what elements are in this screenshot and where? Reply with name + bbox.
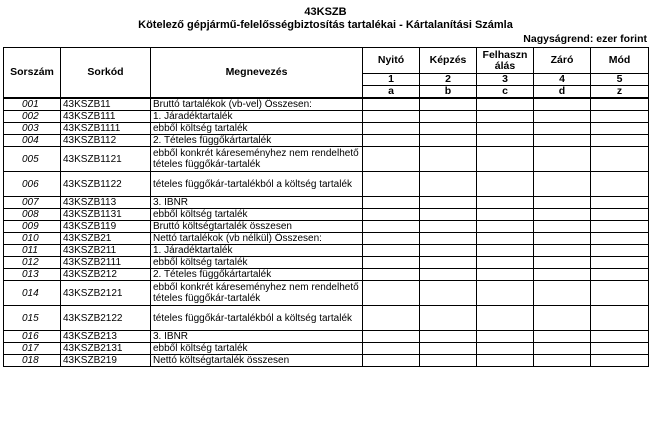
row-name: ebből konkrét káreseményhez nem rendelhető tételes függőkár-tartalék bbox=[151, 147, 363, 172]
cell-felhasznalas[interactable] bbox=[477, 221, 534, 233]
row-code: 43KSZB1131 bbox=[61, 209, 151, 221]
cell-zaro[interactable] bbox=[534, 233, 591, 245]
row-name: ebből költség tartalék bbox=[151, 343, 363, 355]
row-name: Bruttó költségtartalék összesen bbox=[151, 221, 363, 233]
cell-mod[interactable] bbox=[591, 355, 649, 367]
cell-kepzes[interactable] bbox=[420, 111, 477, 123]
form-title: 43KSZB bbox=[304, 6, 347, 18]
row-number: 004 bbox=[4, 135, 61, 147]
row-number: 014 bbox=[4, 281, 61, 306]
cell-mod[interactable] bbox=[591, 135, 649, 147]
row-name: 2. Tételes függőkártartalék bbox=[151, 135, 363, 147]
row-code: 43KSZB111 bbox=[61, 111, 151, 123]
row-name: 3. IBNR bbox=[151, 331, 363, 343]
cell-nyito[interactable] bbox=[363, 281, 420, 306]
cell-nyito[interactable] bbox=[363, 233, 420, 245]
table-row bbox=[4, 331, 649, 343]
cell-felhasznalas[interactable] bbox=[477, 172, 534, 197]
cell-zaro[interactable] bbox=[534, 221, 591, 233]
header-letter-a: a bbox=[363, 86, 420, 99]
cell-mod[interactable] bbox=[591, 233, 649, 245]
table-row bbox=[4, 197, 649, 209]
cell-mod[interactable] bbox=[591, 172, 649, 197]
table-row bbox=[4, 135, 649, 147]
header-mod: Mód bbox=[591, 48, 649, 74]
table-row bbox=[4, 355, 649, 367]
row-code: 43KSZB1121 bbox=[61, 147, 151, 172]
cell-nyito[interactable] bbox=[363, 221, 420, 233]
row-code: 43KSZB2111 bbox=[61, 257, 151, 269]
header-sorkod: Sorkód bbox=[61, 48, 151, 99]
row-name: Nettó tartalékok (vb nélkül) Összesen: bbox=[151, 233, 363, 245]
cell-kepzes[interactable] bbox=[420, 233, 477, 245]
cell-mod[interactable] bbox=[591, 245, 649, 257]
table-row bbox=[4, 123, 649, 135]
cell-mod[interactable] bbox=[591, 306, 649, 331]
table-row bbox=[4, 233, 649, 245]
table-row bbox=[4, 281, 649, 306]
header-letter-d: d bbox=[534, 86, 591, 99]
unit-label: Nagyságrend: ezer forint bbox=[523, 33, 647, 45]
row-name: tételes függőkár-tartalékból a költség tartalék bbox=[151, 306, 363, 331]
cell-felhasznalas[interactable] bbox=[477, 147, 534, 172]
cell-zaro[interactable] bbox=[534, 98, 591, 111]
cell-felhasznalas[interactable] bbox=[477, 197, 534, 209]
row-number: 012 bbox=[4, 257, 61, 269]
header-num-2: 2 bbox=[420, 74, 477, 86]
cell-nyito[interactable] bbox=[363, 269, 420, 281]
row-number: 013 bbox=[4, 269, 61, 281]
cell-nyito[interactable] bbox=[363, 257, 420, 269]
cell-mod[interactable] bbox=[591, 147, 649, 172]
cell-felhasznalas[interactable] bbox=[477, 123, 534, 135]
row-number: 010 bbox=[4, 233, 61, 245]
header-kepzes: Képzés bbox=[420, 48, 477, 74]
cell-zaro[interactable] bbox=[534, 135, 591, 147]
cell-nyito[interactable] bbox=[363, 209, 420, 221]
cell-zaro[interactable] bbox=[534, 331, 591, 343]
row-code: 43KSZB2121 bbox=[61, 281, 151, 306]
cell-felhasznalas[interactable] bbox=[477, 209, 534, 221]
cell-kepzes[interactable] bbox=[420, 306, 477, 331]
row-name: Bruttó tartalékok (vb-vel) Összesen: bbox=[151, 98, 363, 111]
cell-kepzes[interactable] bbox=[420, 257, 477, 269]
cell-mod[interactable] bbox=[591, 281, 649, 306]
cell-felhasznalas[interactable] bbox=[477, 98, 534, 111]
header-letter-z: z bbox=[591, 86, 649, 99]
table-row bbox=[4, 221, 649, 233]
cell-mod[interactable] bbox=[591, 331, 649, 343]
row-number: 006 bbox=[4, 172, 61, 197]
cell-zaro[interactable] bbox=[534, 306, 591, 331]
row-number: 015 bbox=[4, 306, 61, 331]
cell-mod[interactable] bbox=[591, 257, 649, 269]
table-row bbox=[4, 306, 649, 331]
cell-nyito[interactable] bbox=[363, 306, 420, 331]
cell-kepzes[interactable] bbox=[420, 269, 477, 281]
cell-nyito[interactable] bbox=[363, 331, 420, 343]
cell-felhasznalas[interactable] bbox=[477, 306, 534, 331]
cell-mod[interactable] bbox=[591, 197, 649, 209]
cell-zaro[interactable] bbox=[534, 209, 591, 221]
cell-nyito[interactable] bbox=[363, 111, 420, 123]
row-number: 002 bbox=[4, 111, 61, 123]
table-row bbox=[4, 111, 649, 123]
header-num-3: 3 bbox=[477, 74, 534, 86]
row-name: 2. Tételes függőkártartalék bbox=[151, 269, 363, 281]
cell-kepzes[interactable] bbox=[420, 98, 477, 111]
row-code: 43KSZB11 bbox=[61, 98, 151, 111]
row-number: 003 bbox=[4, 123, 61, 135]
header-sorszam: Sorszám bbox=[4, 48, 61, 99]
row-code: 43KSZB2131 bbox=[61, 343, 151, 355]
cell-zaro[interactable] bbox=[534, 172, 591, 197]
row-name: 3. IBNR bbox=[151, 197, 363, 209]
row-name: Nettó költségtartalék összesen bbox=[151, 355, 363, 367]
row-number: 001 bbox=[4, 98, 61, 111]
cell-zaro[interactable] bbox=[534, 245, 591, 257]
row-number: 005 bbox=[4, 147, 61, 172]
table-row bbox=[4, 257, 649, 269]
row-code: 43KSZB119 bbox=[61, 221, 151, 233]
row-code: 43KSZB112 bbox=[61, 135, 151, 147]
table-row bbox=[4, 98, 649, 111]
cell-felhasznalas[interactable] bbox=[477, 343, 534, 355]
cell-felhasznalas[interactable] bbox=[477, 245, 534, 257]
row-number: 011 bbox=[4, 245, 61, 257]
cell-kepzes[interactable] bbox=[420, 135, 477, 147]
cell-kepzes[interactable] bbox=[420, 355, 477, 367]
cell-felhasznalas[interactable] bbox=[477, 331, 534, 343]
cell-zaro[interactable] bbox=[534, 355, 591, 367]
row-name: ebből költség tartalék bbox=[151, 123, 363, 135]
cell-nyito[interactable] bbox=[363, 355, 420, 367]
header-num-1: 1 bbox=[363, 74, 420, 86]
cell-mod[interactable] bbox=[591, 343, 649, 355]
cell-mod[interactable] bbox=[591, 111, 649, 123]
cell-felhasznalas[interactable] bbox=[477, 281, 534, 306]
header-num-5: 5 bbox=[591, 74, 649, 86]
row-name: ebből konkrét káreseményhez nem rendelhető tételes függőkár-tartalék bbox=[151, 281, 363, 306]
cell-felhasznalas[interactable] bbox=[477, 135, 534, 147]
row-number: 017 bbox=[4, 343, 61, 355]
cell-mod[interactable] bbox=[591, 269, 649, 281]
header-zaro: Záró bbox=[534, 48, 591, 74]
cell-zaro[interactable] bbox=[534, 281, 591, 306]
table-row bbox=[4, 172, 649, 197]
form-subtitle: Kötelező gépjármű-felelősségbiztosítás tartalékai - Kártalanítási Számla bbox=[138, 19, 513, 31]
cell-kepzes[interactable] bbox=[420, 281, 477, 306]
cell-felhasznalas[interactable] bbox=[477, 355, 534, 367]
header-megnevezes: Megnevezés bbox=[151, 48, 363, 99]
cell-zaro[interactable] bbox=[534, 343, 591, 355]
cell-zaro[interactable] bbox=[534, 257, 591, 269]
row-number: 007 bbox=[4, 197, 61, 209]
row-code: 43KSZB219 bbox=[61, 355, 151, 367]
cell-zaro[interactable] bbox=[534, 269, 591, 281]
row-code: 43KSZB21 bbox=[61, 233, 151, 245]
cell-mod[interactable] bbox=[591, 123, 649, 135]
cell-kepzes[interactable] bbox=[420, 331, 477, 343]
cell-zaro[interactable] bbox=[534, 123, 591, 135]
row-name: 1. Járadéktartalék bbox=[151, 111, 363, 123]
row-name: 1. Járadéktartalék bbox=[151, 245, 363, 257]
cell-felhasznalas[interactable] bbox=[477, 111, 534, 123]
row-code: 43KSZB113 bbox=[61, 197, 151, 209]
cell-nyito[interactable] bbox=[363, 245, 420, 257]
cell-nyito[interactable] bbox=[363, 343, 420, 355]
row-number: 016 bbox=[4, 331, 61, 343]
cell-nyito[interactable] bbox=[363, 147, 420, 172]
row-number: 018 bbox=[4, 355, 61, 367]
cell-nyito[interactable] bbox=[363, 197, 420, 209]
reserves-table bbox=[3, 47, 649, 367]
header-letter-c: c bbox=[477, 86, 534, 99]
row-number: 009 bbox=[4, 221, 61, 233]
cell-kepzes[interactable] bbox=[420, 172, 477, 197]
row-name: ebből költség tartalék bbox=[151, 257, 363, 269]
cell-felhasznalas[interactable] bbox=[477, 257, 534, 269]
header-num-4: 4 bbox=[534, 74, 591, 86]
table-row bbox=[4, 245, 649, 257]
cell-mod[interactable] bbox=[591, 98, 649, 111]
cell-kepzes[interactable] bbox=[420, 343, 477, 355]
cell-mod[interactable] bbox=[591, 209, 649, 221]
row-name: ebből költség tartalék bbox=[151, 209, 363, 221]
header-felhasznalas: Felhaszn álás bbox=[477, 48, 534, 74]
cell-kepzes[interactable] bbox=[420, 197, 477, 209]
row-number: 008 bbox=[4, 209, 61, 221]
row-code: 43KSZB1111 bbox=[61, 123, 151, 135]
cell-nyito[interactable] bbox=[363, 135, 420, 147]
table-row bbox=[4, 269, 649, 281]
cell-kepzes[interactable] bbox=[420, 221, 477, 233]
row-code: 43KSZB1122 bbox=[61, 172, 151, 197]
cell-felhasznalas[interactable] bbox=[477, 269, 534, 281]
cell-zaro[interactable] bbox=[534, 147, 591, 172]
table-row bbox=[4, 147, 649, 172]
cell-kepzes[interactable] bbox=[420, 245, 477, 257]
cell-kepzes[interactable] bbox=[420, 209, 477, 221]
cell-nyito[interactable] bbox=[363, 172, 420, 197]
cell-kepzes[interactable] bbox=[420, 147, 477, 172]
row-code: 43KSZB212 bbox=[61, 269, 151, 281]
table-row bbox=[4, 209, 649, 221]
cell-mod[interactable] bbox=[591, 221, 649, 233]
row-code: 43KSZB2122 bbox=[61, 306, 151, 331]
row-code: 43KSZB213 bbox=[61, 331, 151, 343]
header-nyito: Nyitó bbox=[363, 48, 420, 74]
cell-felhasznalas[interactable] bbox=[477, 233, 534, 245]
cell-zaro[interactable] bbox=[534, 197, 591, 209]
table-row bbox=[4, 343, 649, 355]
header-letter-b: b bbox=[420, 86, 477, 99]
cell-kepzes[interactable] bbox=[420, 123, 477, 135]
row-name: tételes függőkár-tartalékból a költség tartalék bbox=[151, 172, 363, 197]
cell-zaro[interactable] bbox=[534, 111, 591, 123]
cell-nyito[interactable] bbox=[363, 98, 420, 111]
row-code: 43KSZB211 bbox=[61, 245, 151, 257]
cell-nyito[interactable] bbox=[363, 123, 420, 135]
